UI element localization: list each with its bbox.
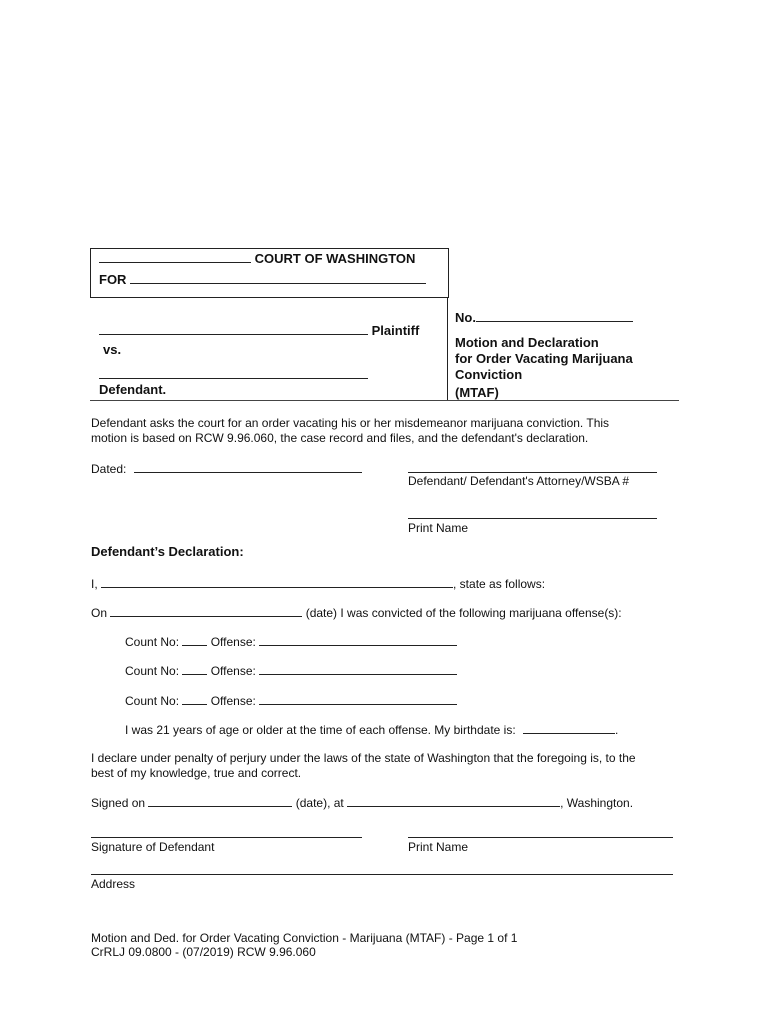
declaration-heading: Defendant’s Declaration: bbox=[91, 544, 244, 559]
offense-label: Offense: bbox=[210, 694, 256, 708]
case-number-line bbox=[455, 309, 633, 325]
signed-line bbox=[91, 794, 633, 811]
form-code: (MTAF) bbox=[455, 385, 499, 400]
dated-field[interactable] bbox=[134, 460, 362, 473]
offense-field[interactable] bbox=[259, 692, 457, 705]
form-title-line3: Conviction bbox=[455, 367, 523, 382]
i-suffix: , state as follows: bbox=[453, 577, 546, 591]
signed-city-field[interactable] bbox=[347, 794, 560, 807]
count-number-field[interactable] bbox=[182, 633, 207, 646]
dated-label: Dated: bbox=[91, 462, 127, 476]
offense-label: Offense: bbox=[210, 664, 256, 678]
signed-date-field[interactable] bbox=[148, 794, 292, 807]
count-label: Count No: bbox=[125, 694, 180, 708]
declarant-name-field[interactable] bbox=[101, 575, 453, 588]
washington-label: , Washington. bbox=[560, 796, 634, 810]
defendant-label: Defendant. bbox=[99, 382, 167, 397]
declaration-print-name-field[interactable] bbox=[408, 837, 673, 838]
offense-label: Offense: bbox=[210, 635, 256, 649]
age-text: I was 21 years of age or older at the time of each offense. My birthdate is: bbox=[125, 723, 516, 737]
defendant-signature-field[interactable] bbox=[91, 837, 362, 838]
on-suffix: (date) I was convicted of the following marijuana offense(s): bbox=[305, 606, 622, 620]
form-title-line1: Motion and Declaration bbox=[455, 335, 599, 350]
case-number-field[interactable] bbox=[476, 309, 633, 322]
signature-label: Signature of Defendant bbox=[91, 840, 215, 854]
count-label: Count No: bbox=[125, 664, 180, 678]
county-field[interactable] bbox=[130, 271, 426, 284]
motion-print-name-label: Print Name bbox=[408, 521, 469, 535]
count-number-field[interactable] bbox=[182, 662, 207, 675]
motion-text-line2: motion is based on RCW 9.96.060, the case record and files, and the defendant's declaration. bbox=[91, 431, 589, 445]
court-line bbox=[99, 250, 415, 266]
declaration-print-name-label: Print Name bbox=[408, 840, 469, 854]
court-label: COURT OF WASHINGTON bbox=[254, 251, 416, 266]
motion-text-line1: Defendant asks the court for an order vacating his or her misdemeanor marijuana conviction. This bbox=[91, 416, 610, 430]
count-row-3 bbox=[125, 692, 457, 709]
offense-field[interactable] bbox=[259, 633, 457, 646]
birthdate-line: I was 21 years of age or older at the time of each offense. My birthdate is: . bbox=[125, 723, 619, 737]
count-row-1 bbox=[125, 633, 457, 650]
caption-vertical-rule bbox=[447, 297, 448, 400]
date-at-label: (date), at bbox=[295, 796, 344, 810]
i-prefix: I, bbox=[91, 577, 98, 591]
defendant-name-field[interactable] bbox=[99, 378, 368, 379]
signed-on-label: Signed on bbox=[91, 796, 146, 810]
footer-line1: Motion and Ded. for Order Vacating Conviction - Marijuana (MTAF) - Page 1 of 1 bbox=[91, 931, 518, 945]
form-title-line2: for Order Vacating Marijuana bbox=[455, 351, 633, 366]
conviction-line bbox=[91, 604, 622, 621]
plaintiff-line bbox=[99, 322, 419, 338]
case-no-label: No. bbox=[455, 310, 476, 325]
address-field[interactable] bbox=[91, 874, 673, 875]
count-row-2 bbox=[125, 662, 457, 679]
address-label: Address bbox=[91, 877, 136, 891]
attorney-label: Defendant/ Defendant's Attorney/WSBA # bbox=[408, 474, 630, 488]
dated-line bbox=[91, 460, 362, 477]
court-name-field[interactable] bbox=[99, 250, 251, 263]
vs-label: vs. bbox=[103, 342, 122, 357]
for-line bbox=[99, 271, 426, 287]
count-label: Count No: bbox=[125, 635, 180, 649]
caption-bottom-rule bbox=[90, 400, 679, 401]
plaintiff-field[interactable] bbox=[99, 322, 368, 335]
perjury-statement-line2: best of my knowledge, true and correct. bbox=[91, 766, 302, 780]
count-number-field[interactable] bbox=[182, 692, 207, 705]
conviction-date-field[interactable] bbox=[110, 604, 302, 617]
attorney-signature-field[interactable] bbox=[408, 472, 657, 473]
plaintiff-label: Plaintiff bbox=[371, 323, 420, 338]
perjury-statement-line1: I declare under penalty of perjury under the laws of the state of Washington that the foregoing is, to the bbox=[91, 751, 636, 765]
on-prefix: On bbox=[91, 606, 108, 620]
offense-field[interactable] bbox=[259, 662, 457, 675]
motion-print-name-field[interactable] bbox=[408, 518, 657, 519]
declarant-line bbox=[91, 575, 545, 592]
birthdate-field[interactable] bbox=[523, 721, 615, 734]
caption-divider bbox=[90, 297, 447, 298]
for-label: FOR bbox=[99, 272, 127, 287]
footer-line2: CrRLJ 09.0800 - (07/2019) RCW 9.96.060 bbox=[91, 945, 316, 959]
